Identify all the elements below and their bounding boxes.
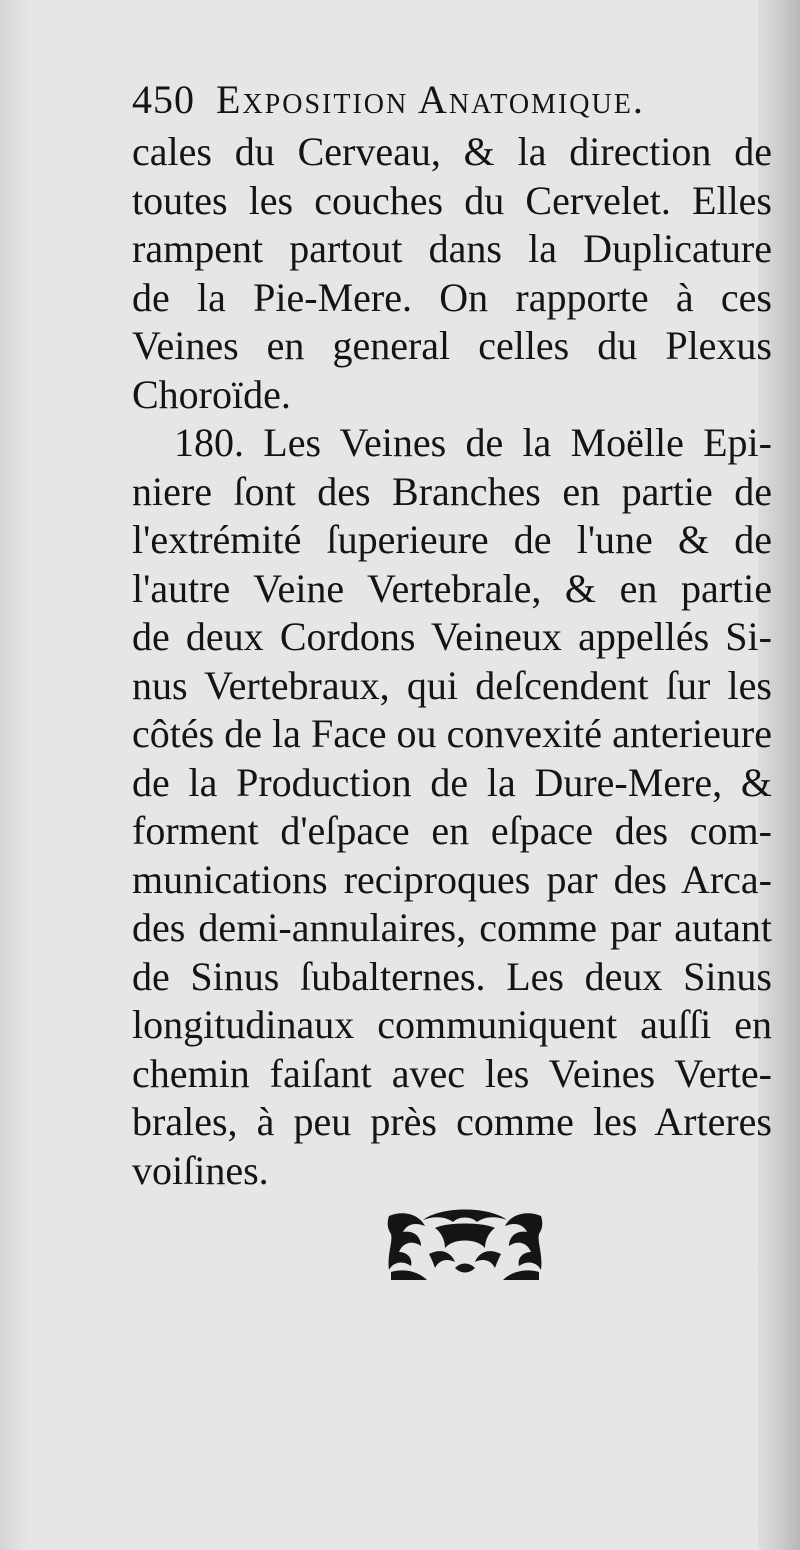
text-line: nus Vertebraux, qui deſcendent ſur les [132,662,772,708]
text-line: côtés de la Face ou convexité anterieure [132,711,772,756]
running-title: Exposition Anatomique. [216,77,645,122]
text-line: de Sinus ſubalternes. Les deux Sinus [132,953,772,999]
text-line: rampent partout dans la Duplicature [132,226,772,271]
text-line: de la Pie-Mere. On rapporte à ces [132,274,772,320]
left-margin-shadow [0,0,28,1550]
text-line: de deux Cordons Veineux appellés Si- [132,614,772,659]
text-line: brales, à peu près comme les Arteres [132,1099,772,1144]
text-line: des demi-annulaires, comme par autant [132,905,772,950]
text-line: munications reciproques par des Arca- [132,856,772,902]
running-header [132,76,772,123]
floral-ornament-icon [385,1208,545,1284]
paragraph-continued [132,128,772,419]
text-line: forment d'eſpace en eſpace des com- [132,808,772,853]
text-line: longitudinaux communiquent auſſi en [132,1002,772,1047]
text-line: 180. Les Veines de la Moëlle Epi- [174,420,772,465]
text-line: voiſines. [132,1147,269,1193]
text-line: de la Production de la Dure-Mere, & [132,759,772,805]
text-line: l'extrémité ſuperieure de l'une & de [132,517,772,562]
paragraph-180 [132,419,772,1195]
body-text [132,128,772,1195]
text-line: toutes les couches du Cervelet. Elles [132,177,772,223]
text-line: Veines en general celles du Plexus [132,323,772,368]
page-number: 450 [132,77,195,122]
text-line: chemin faiſant avec les Veines Verte- [132,1050,772,1096]
text-line: cales du Cerveau, & la direction de [132,129,772,174]
text-line: l'autre Veine Vertebrale, & en partie [132,565,772,611]
text-line: niere ſont des Branches en partie de [132,468,772,514]
text-line: Choroïde. [132,371,291,417]
